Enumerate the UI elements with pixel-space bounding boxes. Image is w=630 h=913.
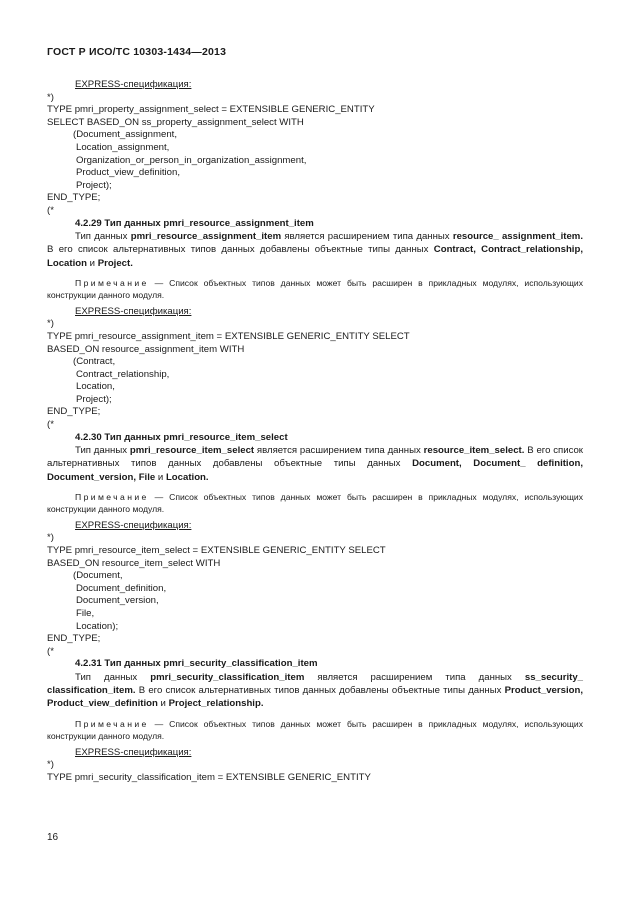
code-item: Project); <box>76 393 112 405</box>
comment-open: (* <box>47 204 54 216</box>
code-item: File, <box>76 608 95 620</box>
code-item: Document_version, <box>76 595 159 607</box>
express-spec-label: EXPRESS-спецификация: <box>75 305 192 317</box>
page-header: ГОСТ Р ИСО/ТС 10303-1434—2013 <box>47 46 227 58</box>
code-item: (Document, <box>73 570 123 582</box>
code-line: TYPE pmri_resource_assignment_item = EXTENSIBLE GENERIC_ENTITY SELECT <box>47 330 410 342</box>
section-heading-4-2-30: 4.2.30 Тип данных pmri_resource_item_select <box>75 431 288 443</box>
page-number: 16 <box>47 832 59 843</box>
code-item: Document_definition, <box>76 582 167 594</box>
code-line: BASED_ON resource_item_select WITH <box>47 557 221 569</box>
section-heading-4-2-31: 4.2.31 Тип данных pmri_security_classification_item <box>75 658 318 670</box>
page-content <box>47 79 583 784</box>
code-item: Project); <box>76 179 112 191</box>
comment-open: (* <box>47 419 54 431</box>
comment-close: *) <box>47 318 54 330</box>
comment-close: *) <box>47 91 54 103</box>
note-paragraph: Примечание — Список объектных типов данных может быть расширен в прикладных модулях, использующих конструкции данного модуля. <box>47 277 584 300</box>
code-item: Product_view_definition, <box>76 167 180 179</box>
code-item: Organization_or_person_in_organization_assignment, <box>76 154 307 166</box>
note-paragraph: Примечание — Список объектных типов данных может быть расширен в прикладных модулях, использующих конструкции данного модуля. <box>47 718 584 741</box>
code-line: BASED_ON resource_assignment_item WITH <box>47 343 245 355</box>
code-line: SELECT BASED_ON ss_property_assignment_select WITH <box>47 116 304 128</box>
comment-close: *) <box>47 759 54 771</box>
express-spec-label: EXPRESS-спецификация: <box>75 79 192 90</box>
note-paragraph: Примечание — Список объектных типов данных может быть расширен в прикладных модулях, использующих конструкции данного модуля. <box>47 491 584 514</box>
code-item: (Document_assignment, <box>73 129 177 141</box>
code-item: Location, <box>76 381 115 393</box>
express-spec-label: EXPRESS-спецификация: <box>75 519 192 531</box>
code-line: TYPE pmri_security_classification_item = EXTENSIBLE GENERIC_ENTITY <box>47 771 371 783</box>
code-item: Location_assignment, <box>76 141 170 153</box>
code-line: TYPE pmri_property_assignment_select = EXTENSIBLE GENERIC_ENTITY <box>47 104 375 116</box>
section-paragraph-4-2-29: Тип данных pmri_resource_assignment_item является расширением типа данных resource_ assignment_item. В его список альтернативных типов данных добавлены объектные типы данных Contract, Contract_relationship, Location и Project. <box>47 231 584 269</box>
code-item: Location); <box>76 620 119 632</box>
comment-close: *) <box>47 532 54 544</box>
code-end: END_TYPE; <box>47 192 101 204</box>
code-item: (Contract, <box>73 356 116 368</box>
code-item: Contract_relationship, <box>76 368 170 380</box>
section-paragraph-4-2-31: Тип данных pmri_security_classification_item является расширением типа данных ss_security_ classification_item. В его список альтернативных типов данных добавлены объектные типы данных Product_version, Product_view_definition и Project_relationship. <box>47 672 584 710</box>
express-spec-label: EXPRESS-спецификация: <box>75 746 192 758</box>
section-paragraph-4-2-30: Тип данных pmri_resource_item_select является расширением типа данных resource_item_select. В его список альтернативных типов данных добавлены объектные типы данных Document, Document_ definition, Document_version, File и Location. <box>47 445 584 483</box>
section-heading-4-2-29: 4.2.29 Тип данных pmri_resource_assignment_item <box>75 217 314 229</box>
code-end: END_TYPE; <box>47 406 101 418</box>
comment-open: (* <box>47 645 54 657</box>
code-end: END_TYPE; <box>47 633 101 645</box>
code-line: TYPE pmri_resource_item_select = EXTENSIBLE GENERIC_ENTITY SELECT <box>47 545 386 557</box>
